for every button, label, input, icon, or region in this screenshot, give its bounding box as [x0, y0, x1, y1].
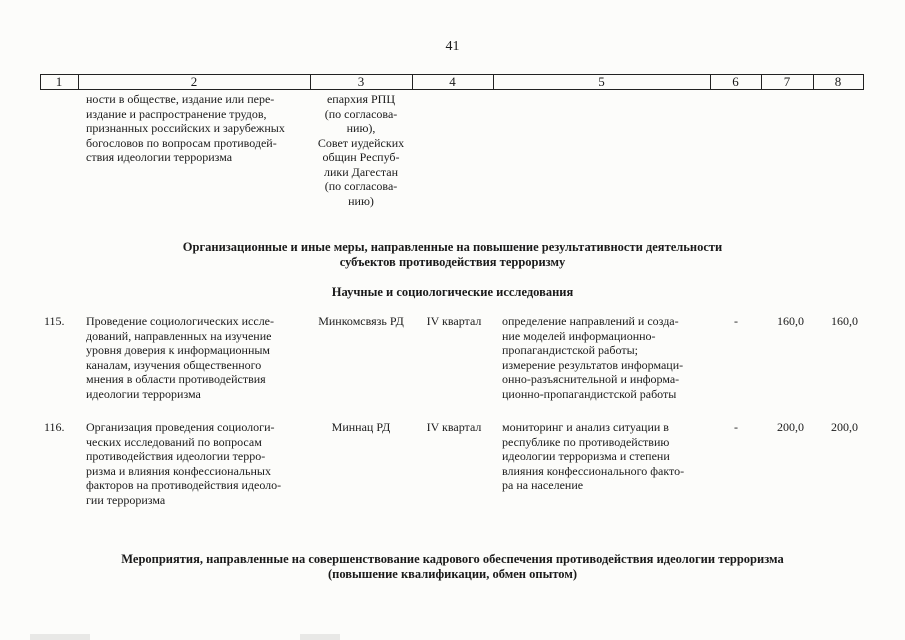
section-heading: Организационные и иные меры, направленные на повышение результативности деятельности субъектов противодействия терроризму	[182, 240, 723, 269]
row-col7: 160,0	[777, 314, 804, 328]
scan-artifact	[30, 634, 90, 640]
header-cell: 1	[55, 74, 63, 89]
header-divider	[863, 74, 864, 90]
row-result: определение направлений и созда- ние моделей информационно- пропагандистской работы; измерение результатов информаци- онно-разъяснительной и информа- ционно-пропагандистской работы	[502, 314, 684, 401]
row-col8: 160,0	[831, 314, 858, 328]
page-number: 41	[445, 39, 460, 54]
row-result: мониторинг и анализ ситуации в республике по противодействию идеологии терроризма и степени влияния конфессионального факто- ра на население	[502, 420, 685, 492]
row-description: Проведение социологических иссле- дований, направленных на изучение уровня доверия к информационным каналам, изучения общественного мнения в области противодействия идеологии терроризма	[86, 314, 274, 401]
continued-description: ности в обществе, издание или пере- издание и распространение трудов, признанных российских и зарубежных богословов по вопросам противодей- ствия идеологии терроризма	[86, 92, 285, 164]
header-cell: 4	[449, 74, 456, 89]
section-heading: Мероприятия, направленные на совершенствование кадрового обеспечения противодействия идеологии терроризма (повышение квалификации, обмен опытом)	[121, 552, 784, 581]
row-description: Организация проведения социологи- ческих исследований по вопросам противодействия идеологии терро- ризма и влияния конфессиональных факторов на противодействия идеоло- гии терроризма	[86, 420, 282, 507]
row-period: IV квартал	[426, 420, 482, 434]
row-number: 116.	[44, 420, 65, 434]
row-executor: Миннац РД	[331, 420, 391, 434]
row-col6: -	[734, 314, 738, 328]
row-col8: 200,0	[831, 420, 858, 434]
row-number: 115.	[44, 314, 65, 328]
header-cell: 5	[598, 74, 605, 89]
header-cell: 2	[190, 74, 198, 89]
row-col7: 200,0	[777, 420, 804, 434]
scan-artifact	[300, 634, 340, 640]
header-cell: 8	[834, 74, 842, 89]
row-executor: Минкомсвязь РД	[318, 314, 404, 328]
continued-executor: епархия РПЦ (по согласова- нию), Совет иудейских общин Респуб- лики Дагестан (по согласова- нию)	[317, 92, 405, 208]
row-col6: -	[734, 420, 738, 434]
subsection-heading: Научные и социологические исследования	[331, 285, 574, 299]
header-cell: 6	[732, 74, 739, 89]
header-cell: 3	[357, 74, 365, 89]
header-cell: 7	[783, 74, 791, 89]
row-period: IV квартал	[426, 314, 482, 328]
